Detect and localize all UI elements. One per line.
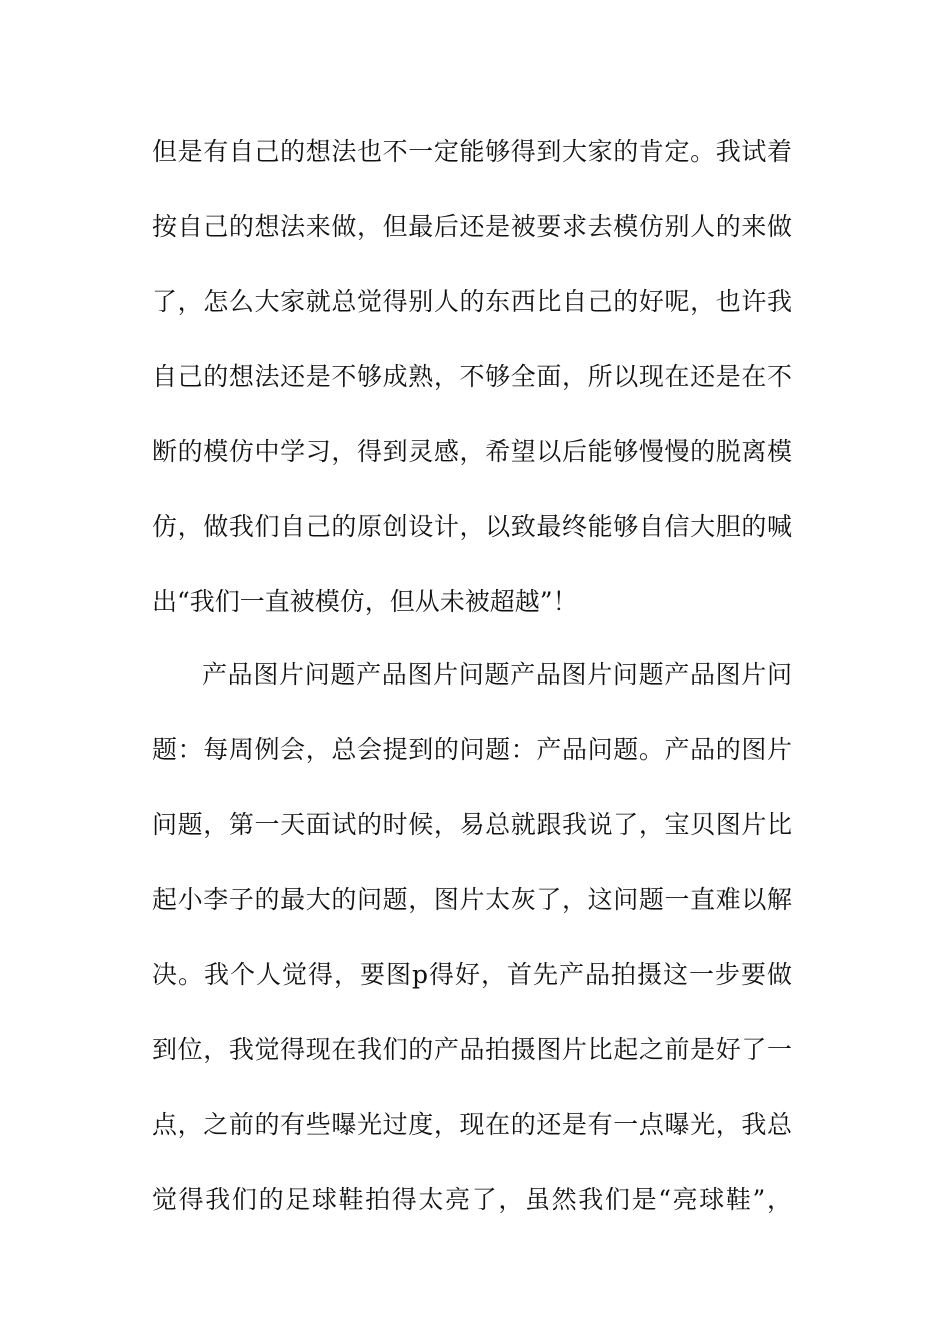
- text-line: 点，之前的有些曝光过度，现在的还是有一点曝光，我总: [152, 1110, 792, 1139]
- text-line: 觉得我们的足球鞋拍得太亮了，虽然我们是“亮球鞋”，: [152, 1185, 792, 1214]
- text-line: 问题，第一天面试的时候，易总就跟我说了，宝贝图片比: [152, 810, 792, 839]
- text-line: 仿，做我们自己的原创设计，以致最终能够自信大胆的喊: [152, 512, 792, 541]
- text-line: 决。我个人觉得，要图p得好，首先产品拍摄这一步要做: [152, 960, 792, 989]
- text-line: 自己的想法还是不够成熟，不够全面，所以现在还是在不: [152, 362, 792, 391]
- text-line: 出“我们一直被模仿，但从未被超越”！: [152, 587, 578, 616]
- text-line: 到位，我觉得现在我们的产品拍摄图片比起之前是好了一: [152, 1035, 792, 1064]
- text-line: 起小李子的最大的问题，图片太灰了，这问题一直难以解: [152, 885, 792, 914]
- text-line: 按自己的想法来做，但最后还是被要求去模仿别人的来做: [152, 212, 792, 241]
- text-line: 产品图片问题产品图片问题产品图片问题产品图片问: [202, 660, 792, 689]
- text-line: 断的模仿中学习，得到灵感，希望以后能够慢慢的脱离模: [152, 437, 792, 466]
- text-line: 题：每周例会，总会提到的问题：产品问题。产品的图片: [152, 735, 792, 764]
- text-line: 了，怎么大家就总觉得别人的东西比自己的好呢，也许我: [152, 287, 792, 316]
- text-line: 但是有自己的想法也不一定能够得到大家的肯定。我试着: [152, 137, 792, 166]
